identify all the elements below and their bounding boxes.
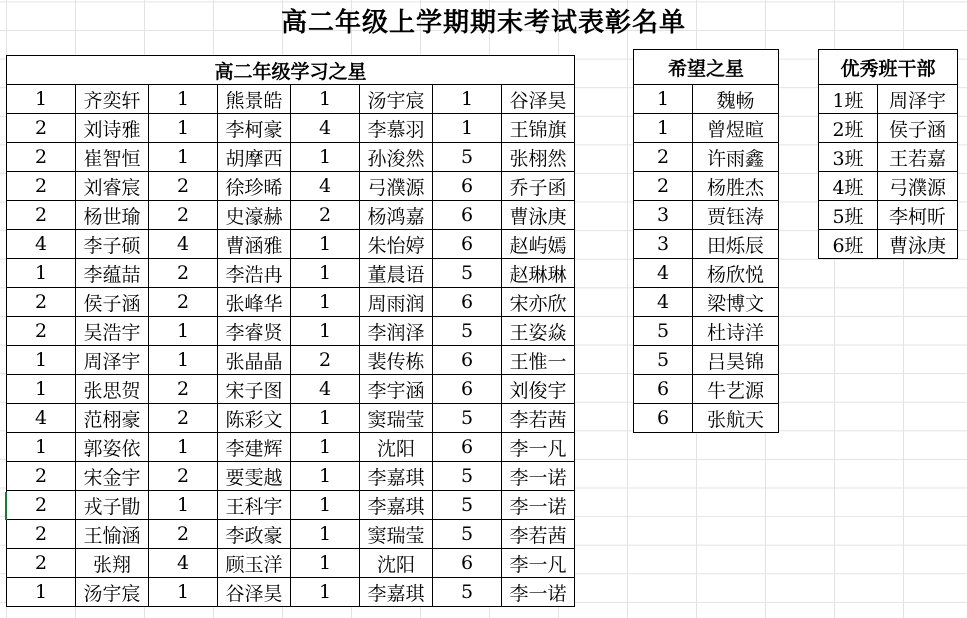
table-cell[interactable]: 史濠赫 — [218, 201, 291, 230]
table-row — [634, 288, 779, 317]
table-cell[interactable]: 杨世瑜 — [76, 201, 149, 230]
table-cell[interactable]: 李润泽 — [360, 317, 433, 346]
table-cell[interactable]: 1 — [291, 578, 360, 607]
table-row — [7, 433, 575, 462]
table-cell[interactable]: 曾煜暄 — [693, 114, 779, 143]
table-cell[interactable]: 6 — [433, 549, 502, 578]
table-cell[interactable]: 3 — [634, 201, 693, 230]
table-cell[interactable]: 刘睿宸 — [76, 172, 149, 201]
table-cell[interactable]: 李柯昕 — [878, 201, 958, 230]
table-cell[interactable]: 张栩然 — [502, 143, 575, 172]
table-row — [819, 201, 958, 230]
table-row — [7, 201, 575, 230]
table-cell[interactable]: 王愉涵 — [76, 520, 149, 549]
table-cell[interactable]: 1 — [7, 85, 76, 114]
table-row — [7, 288, 575, 317]
table-cell[interactable]: 1 — [7, 346, 76, 375]
table-cell[interactable]: 李若茜 — [502, 520, 575, 549]
table-cell[interactable]: 李浩冉 — [218, 259, 291, 288]
table-cell[interactable]: 1 — [149, 85, 218, 114]
table-cell[interactable]: 2 — [291, 201, 360, 230]
table-cell[interactable]: 2 — [149, 259, 218, 288]
table-cell[interactable]: 沈阳 — [360, 433, 433, 462]
table-cell[interactable]: 4班 — [819, 172, 878, 201]
table-row — [819, 172, 958, 201]
table-cell[interactable]: 2班 — [819, 114, 878, 143]
table-cell[interactable]: 6 — [433, 346, 502, 375]
table-row — [7, 259, 575, 288]
table-cell[interactable]: 徐珍晞 — [218, 172, 291, 201]
table-row — [634, 375, 779, 404]
table-cell[interactable]: 1 — [291, 404, 360, 433]
table-cell[interactable]: 梁博文 — [693, 288, 779, 317]
table-cell[interactable]: 牛艺源 — [693, 375, 779, 404]
table-cell[interactable]: 6 — [634, 404, 693, 433]
table-cell[interactable]: 周泽宇 — [76, 346, 149, 375]
table-cell[interactable]: 刘诗雅 — [76, 114, 149, 143]
table-cell[interactable]: 李若茜 — [502, 404, 575, 433]
table-cell[interactable]: 李政豪 — [218, 520, 291, 549]
table-cell[interactable]: 1 — [291, 491, 360, 520]
table-cell[interactable]: 杨胜杰 — [693, 172, 779, 201]
table-cell[interactable]: 吴浩宇 — [76, 317, 149, 346]
table-cell[interactable]: 4 — [149, 549, 218, 578]
sheet-title: 高二年级上学期期末考试表彰名单 — [280, 8, 686, 38]
table-cell[interactable]: 2 — [149, 462, 218, 491]
table-cell[interactable]: 乔子函 — [502, 172, 575, 201]
table-cell[interactable]: 宋金宇 — [76, 462, 149, 491]
table-cell[interactable]: 汤宇宸 — [360, 85, 433, 114]
table-cell[interactable]: 1 — [149, 317, 218, 346]
table-cell[interactable]: 李宇涵 — [360, 375, 433, 404]
table-cell[interactable]: 王科宇 — [218, 491, 291, 520]
table-cell[interactable]: 1 — [291, 317, 360, 346]
table-row — [7, 85, 575, 114]
table-cell[interactable]: 李嘉琪 — [360, 462, 433, 491]
table-cell[interactable]: 3班 — [819, 143, 878, 172]
table-cell[interactable]: 胡摩西 — [218, 143, 291, 172]
table-row — [7, 520, 575, 549]
table-cell[interactable]: 2 — [7, 114, 76, 143]
hope-stars-header[interactable]: 希望之星 — [634, 50, 779, 85]
table-cell[interactable]: 5 — [433, 578, 502, 607]
table-cell[interactable]: 4 — [7, 230, 76, 259]
table-cell[interactable]: 王惟一 — [502, 346, 575, 375]
table-row — [7, 346, 575, 375]
table-cell[interactable]: 李一诺 — [502, 491, 575, 520]
table-cell[interactable]: 2 — [149, 288, 218, 317]
table-cell[interactable]: 4 — [7, 404, 76, 433]
table-cell[interactable]: 贾钰涛 — [693, 201, 779, 230]
table-cell[interactable]: 赵屿嫣 — [502, 230, 575, 259]
table-cell[interactable]: 张航天 — [693, 404, 779, 433]
table-cell[interactable]: 3 — [634, 230, 693, 259]
table-cell[interactable]: 1 — [149, 433, 218, 462]
table-cell[interactable]: 1 — [291, 230, 360, 259]
table-cell[interactable]: 5 — [433, 520, 502, 549]
table-cell[interactable]: 1 — [433, 85, 502, 114]
table-cell[interactable]: 5 — [433, 259, 502, 288]
table-cell[interactable]: 李一凡 — [502, 549, 575, 578]
table-cell[interactable]: 弓濮源 — [878, 172, 958, 201]
table-cell[interactable]: 1 — [149, 114, 218, 143]
table-cell[interactable]: 4 — [634, 288, 693, 317]
table-cell[interactable]: 6 — [433, 201, 502, 230]
table-cell[interactable]: 周泽宇 — [878, 85, 958, 114]
table-row — [819, 230, 958, 259]
table-cell[interactable]: 6 — [433, 288, 502, 317]
table-cell[interactable]: 2 — [7, 172, 76, 201]
active-cell-indicator — [5, 492, 7, 520]
table-cell[interactable]: 5班 — [819, 201, 878, 230]
table-cell[interactable]: 孙浚然 — [360, 143, 433, 172]
table-cell[interactable]: 2 — [149, 172, 218, 201]
table-cell[interactable]: 刘俊宇 — [502, 375, 575, 404]
table-cell[interactable]: 陈彩文 — [218, 404, 291, 433]
table-cell[interactable]: 1 — [291, 85, 360, 114]
table-cell[interactable]: 田烁辰 — [693, 230, 779, 259]
table-cell[interactable]: 2 — [7, 288, 76, 317]
table-cell[interactable]: 侯子涵 — [76, 288, 149, 317]
table-cell[interactable]: 熊景皓 — [218, 85, 291, 114]
table-cell[interactable]: 许雨鑫 — [693, 143, 779, 172]
table-cell[interactable]: 1 — [149, 491, 218, 520]
table-cell[interactable]: 1 — [291, 288, 360, 317]
table-cell[interactable]: 5 — [634, 346, 693, 375]
table-cell[interactable]: 2 — [7, 462, 76, 491]
table-cell[interactable]: 张思贺 — [76, 375, 149, 404]
table-cell[interactable]: 5 — [433, 317, 502, 346]
table-cell[interactable]: 李嘉琪 — [360, 578, 433, 607]
table-cell[interactable]: 郭姿依 — [76, 433, 149, 462]
table-cell[interactable]: 1班 — [819, 85, 878, 114]
table-row — [7, 462, 575, 491]
table-cell[interactable]: 宋亦欣 — [502, 288, 575, 317]
table-cell[interactable]: 2 — [149, 520, 218, 549]
table-cell[interactable]: 1 — [634, 85, 693, 114]
table-cell[interactable]: 李嘉琪 — [360, 491, 433, 520]
table-cell[interactable]: 齐奕轩 — [76, 85, 149, 114]
table-cell[interactable]: 宋子图 — [218, 375, 291, 404]
table-row — [634, 230, 779, 259]
table-cell[interactable]: 要雯越 — [218, 462, 291, 491]
table-cell[interactable]: 2 — [634, 143, 693, 172]
table-cell[interactable]: 2 — [7, 520, 76, 549]
table-cell[interactable]: 6 — [634, 375, 693, 404]
table-cell[interactable]: 李慕羽 — [360, 114, 433, 143]
table-cell[interactable]: 1 — [291, 143, 360, 172]
table-cell[interactable]: 李睿贤 — [218, 317, 291, 346]
table-row — [7, 230, 575, 259]
table-cell[interactable]: 4 — [291, 172, 360, 201]
table-cell[interactable]: 杨欣悦 — [693, 259, 779, 288]
table-cell[interactable]: 周雨润 — [360, 288, 433, 317]
table-row — [634, 404, 779, 433]
table-cell[interactable]: 吕昊锦 — [693, 346, 779, 375]
table-cell[interactable]: 窦瑞莹 — [360, 404, 433, 433]
table-row — [634, 317, 779, 346]
table-cell[interactable]: 1 — [291, 433, 360, 462]
table-row — [819, 114, 958, 143]
table-cell[interactable]: 1 — [291, 462, 360, 491]
table-cell[interactable]: 5 — [433, 462, 502, 491]
table-cell[interactable]: 李蕴喆 — [76, 259, 149, 288]
table-cell[interactable]: 6班 — [819, 230, 878, 259]
table-cell[interactable]: 裴传栋 — [360, 346, 433, 375]
table-cell[interactable]: 2 — [7, 549, 76, 578]
table-cell[interactable]: 李子硕 — [76, 230, 149, 259]
table-cell[interactable]: 汤宇宸 — [76, 578, 149, 607]
table-cell[interactable]: 董晨语 — [360, 259, 433, 288]
table-cell[interactable]: 谷泽昊 — [502, 85, 575, 114]
table-cell[interactable]: 5 — [634, 317, 693, 346]
table-cell[interactable]: 张晶晶 — [218, 346, 291, 375]
table-row — [7, 578, 575, 607]
table-cell[interactable]: 张峰华 — [218, 288, 291, 317]
table-row — [634, 346, 779, 375]
table-cell[interactable]: 李一凡 — [502, 433, 575, 462]
table-cell[interactable]: 1 — [7, 433, 76, 462]
table-cell[interactable]: 王若嘉 — [878, 143, 958, 172]
table-row — [7, 143, 575, 172]
table-cell[interactable]: 6 — [433, 230, 502, 259]
table-cell[interactable]: 5 — [433, 491, 502, 520]
table-cell[interactable]: 1 — [634, 114, 693, 143]
table-cell[interactable]: 2 — [149, 404, 218, 433]
table-row — [634, 201, 779, 230]
table-cell[interactable]: 李建辉 — [218, 433, 291, 462]
table-row — [7, 549, 575, 578]
table-cell[interactable]: 李一诺 — [502, 578, 575, 607]
table-cell[interactable]: 1 — [7, 578, 76, 607]
table-cell[interactable]: 1 — [291, 549, 360, 578]
table-cell[interactable]: 沈阳 — [360, 549, 433, 578]
table-cell[interactable]: 张翔 — [76, 549, 149, 578]
table-cell[interactable]: 曹涵雅 — [218, 230, 291, 259]
table-row — [7, 172, 575, 201]
table-cell[interactable]: 朱怡婷 — [360, 230, 433, 259]
table-cell[interactable]: 6 — [433, 433, 502, 462]
table-cell[interactable]: 2 — [291, 346, 360, 375]
table-cell[interactable]: 王锦旗 — [502, 114, 575, 143]
class-cadres-header[interactable]: 优秀班干部 — [819, 50, 958, 85]
table-cell[interactable]: 1 — [7, 259, 76, 288]
table-cell[interactable]: 2 — [7, 491, 76, 520]
hope-stars-table — [633, 49, 779, 433]
table-cell[interactable]: 5 — [433, 143, 502, 172]
table-cell[interactable]: 崔智恒 — [76, 143, 149, 172]
table-cell[interactable]: 1 — [149, 578, 218, 607]
table-cell[interactable]: 1 — [291, 259, 360, 288]
table-row — [819, 143, 958, 172]
table-cell[interactable]: 5 — [433, 404, 502, 433]
table-cell[interactable]: 窦瑞莹 — [360, 520, 433, 549]
table-cell[interactable]: 谷泽昊 — [218, 578, 291, 607]
class-cadres-table — [818, 49, 958, 259]
table-cell[interactable]: 李柯豪 — [218, 114, 291, 143]
table-cell[interactable]: 1 — [7, 375, 76, 404]
table-cell[interactable]: 4 — [291, 375, 360, 404]
table-cell[interactable]: 曹泳庚 — [502, 201, 575, 230]
table-cell[interactable]: 4 — [634, 259, 693, 288]
table-cell[interactable]: 2 — [7, 201, 76, 230]
table-row — [634, 259, 779, 288]
table-cell[interactable]: 杨鸿嘉 — [360, 201, 433, 230]
table-cell[interactable]: 范栩豪 — [76, 404, 149, 433]
table-cell[interactable]: 2 — [149, 201, 218, 230]
table-row — [634, 85, 779, 114]
table-cell[interactable]: 1 — [433, 114, 502, 143]
table-row — [7, 491, 575, 520]
table-row — [7, 114, 575, 143]
table-cell[interactable]: 曹泳庚 — [878, 230, 958, 259]
table-cell[interactable]: 2 — [149, 375, 218, 404]
table-row — [634, 172, 779, 201]
table-cell[interactable]: 李一诺 — [502, 462, 575, 491]
table-cell[interactable]: 侯子涵 — [878, 114, 958, 143]
table-cell[interactable]: 弓濮源 — [360, 172, 433, 201]
study-stars-table — [6, 55, 575, 607]
table-row — [7, 375, 575, 404]
table-cell[interactable]: 魏畅 — [693, 85, 779, 114]
table-cell[interactable]: 6 — [433, 172, 502, 201]
table-row — [7, 404, 575, 433]
table-cell[interactable]: 杜诗洋 — [693, 317, 779, 346]
study-stars-header[interactable]: 高二年级学习之星 — [7, 56, 575, 85]
table-cell[interactable]: 戎子勖 — [76, 491, 149, 520]
table-cell[interactable]: 4 — [149, 230, 218, 259]
table-cell[interactable]: 赵琳琳 — [502, 259, 575, 288]
table-row — [634, 143, 779, 172]
table-cell[interactable]: 2 — [7, 143, 76, 172]
table-row — [7, 317, 575, 346]
table-cell[interactable]: 1 — [291, 520, 360, 549]
table-cell[interactable]: 2 — [634, 172, 693, 201]
table-cell[interactable]: 6 — [433, 375, 502, 404]
table-cell[interactable]: 1 — [149, 346, 218, 375]
table-cell[interactable]: 王姿焱 — [502, 317, 575, 346]
table-cell[interactable]: 顾玉洋 — [218, 549, 291, 578]
table-row — [634, 114, 779, 143]
table-cell[interactable]: 2 — [7, 317, 76, 346]
table-row — [819, 85, 958, 114]
table-cell[interactable]: 4 — [291, 114, 360, 143]
table-cell[interactable]: 1 — [149, 143, 218, 172]
